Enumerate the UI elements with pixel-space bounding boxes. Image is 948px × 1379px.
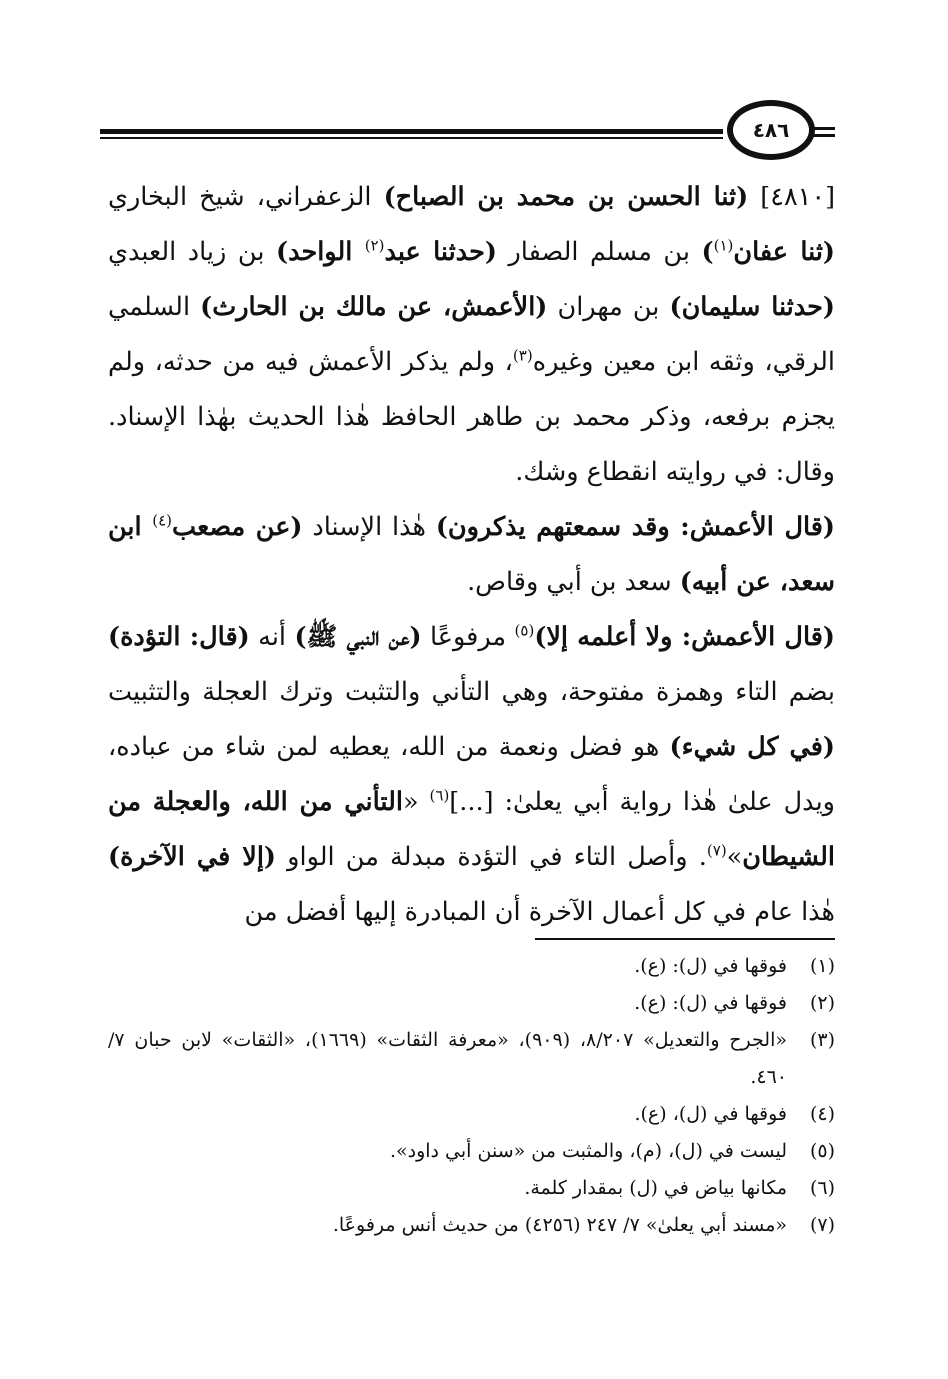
text-segment: بن مهران — [547, 292, 670, 322]
header-rule-thick — [100, 129, 723, 134]
footnote — [108, 1133, 835, 1170]
footnote-text: «مسند أبي يعلىٰ» ٧/ ٢٤٧ (٤٢٥٦) من حديث أنس مرفوعًا. — [332, 1214, 787, 1236]
bold-text-segment: ) — [701, 237, 714, 267]
text-segment: سعد بن أبي وقاص. — [467, 567, 680, 597]
footnote-marker: (٧) — [706, 841, 727, 860]
footnote-text: مكانها بياض في (ل) بمقدار كلمة. — [524, 1177, 787, 1199]
text-segment: مرفوعًا — [421, 622, 515, 652]
bold-text-segment: التأني من الله، والعجلة من الشيطان — [108, 787, 835, 872]
footnote-text: فوقها في (ل): (ع). — [634, 955, 787, 977]
footnote-marker: (٦) — [429, 786, 450, 805]
text-segment: « — [402, 787, 430, 817]
footnote-number: (٥) — [809, 1140, 835, 1162]
bold-text-segment: (حدثنا عبد — [384, 237, 497, 267]
footnote-separator — [535, 938, 835, 940]
main-text — [108, 170, 835, 940]
bold-text-segment: الواحد) — [276, 237, 365, 267]
page-header — [100, 96, 835, 166]
bold-text-segment: (قال: التؤدة) — [108, 622, 250, 652]
footnote — [108, 985, 835, 1022]
footnotes — [108, 948, 835, 1244]
text-segment: السلمي الرقي، وثقه ابن معين وغيره — [108, 292, 836, 377]
bold-text-segment: (قال الأعمش: ولا أعلمه إلا) — [534, 622, 835, 652]
body-paragraph — [108, 610, 835, 940]
text-segment: بن مسلم الصفار — [496, 237, 702, 267]
bold-text-segment: (ثنا عفان — [733, 237, 835, 267]
bold-text-segment: (ثنا الحسن بن محمد بن الصباح) — [383, 182, 749, 212]
footnote-marker: (٥) — [514, 621, 535, 640]
footnote-marker: (٢) — [364, 236, 385, 255]
body-paragraph — [108, 500, 835, 610]
text-segment: هٰذا عام في كل أعمال الآخرة أن المبادرة إليها أفضل من — [244, 897, 835, 927]
bold-text-segment: ابن سعد، عن أبيه) — [108, 512, 835, 597]
text-segment: . وأصل التاء في التؤدة مبدلة من الواو — [275, 842, 707, 872]
footnote-number: (٣) — [809, 1029, 835, 1051]
footnote-number: (٦) — [809, 1177, 835, 1199]
bold-text-segment: (إلا في الآخرة) — [108, 842, 276, 872]
text-segment: أنه — [249, 622, 295, 652]
footnote-number: (٤) — [809, 1103, 835, 1125]
text-segment: » — [726, 842, 743, 872]
page-number-oval — [727, 100, 815, 160]
footnote-text: «الجرح والتعديل» ٨/٢٠٧، (٩٠٩)، «معرفة الثقات» (١٦٦٩)، «الثقات» لابن حبان ٧/ ٤٦٠. — [108, 1029, 787, 1088]
footnote-text: فوقها في (ل)، (ع). — [634, 1103, 787, 1125]
footnote — [108, 1022, 835, 1096]
text-segment: الزعفراني، شيخ البخاري — [108, 182, 384, 212]
text-segment: بن زياد العبدي — [108, 237, 276, 267]
body-paragraph — [108, 170, 835, 500]
footnote — [108, 948, 835, 985]
footnote-number: (٧) — [809, 1214, 835, 1236]
footnote-number: (١) — [809, 955, 835, 977]
bold-text-segment: (عن النبي ﷺ) — [294, 622, 422, 652]
text-segment: هو فضل ونعمة من الله، يعطيه لمن شاء من عباده، ويدل علىٰ هٰذا رواية أبي يعلىٰ: [...] — [108, 732, 835, 817]
header-rule-right — [811, 134, 835, 137]
footnote — [108, 1207, 835, 1244]
bold-text-segment: (الأعمش، عن مالك بن الحارث) — [200, 292, 548, 322]
footnote-marker: (٣) — [512, 346, 533, 365]
footnote-marker: (١) — [713, 236, 734, 255]
footnote-text: ليست في (ل)، (م)، والمثبت من «سنن أبي داود». — [389, 1140, 787, 1162]
text-segment: بضم التاء وهمزة مفتوحة، وهي التأني والتثبت وترك العجلة والتثبيت — [108, 677, 835, 707]
text-segment: هٰذا الإسناد — [302, 512, 436, 542]
bold-text-segment: (عن مصعب — [172, 512, 303, 542]
bold-text-segment: (حدثنا سليمان) — [669, 292, 835, 322]
text-segment: ، ولم يذكر الأعمش فيه من حدثه، ولم يجزم برفعه، وذكر محمد بن طاهر الحافظ هٰذا الحديث بهٰذا الإسناد. وقال: في روايته انقطاع وشك. — [108, 347, 835, 487]
footnote — [108, 1096, 835, 1133]
footnote-number: (٢) — [809, 992, 835, 1014]
page-number: ٤٨٦ — [752, 118, 790, 142]
footnote — [108, 1170, 835, 1207]
text-segment: [٤٨١٠] — [748, 182, 836, 212]
bold-text-segment: (في كل شيء) — [669, 732, 835, 762]
header-rule-thin — [100, 137, 723, 139]
footnote-marker: (٤) — [152, 511, 173, 530]
bold-text-segment: (قال الأعمش: وقد سمعتهم يذكرون) — [435, 512, 835, 542]
footnote-text: فوقها في (ل): (ع). — [634, 992, 787, 1014]
